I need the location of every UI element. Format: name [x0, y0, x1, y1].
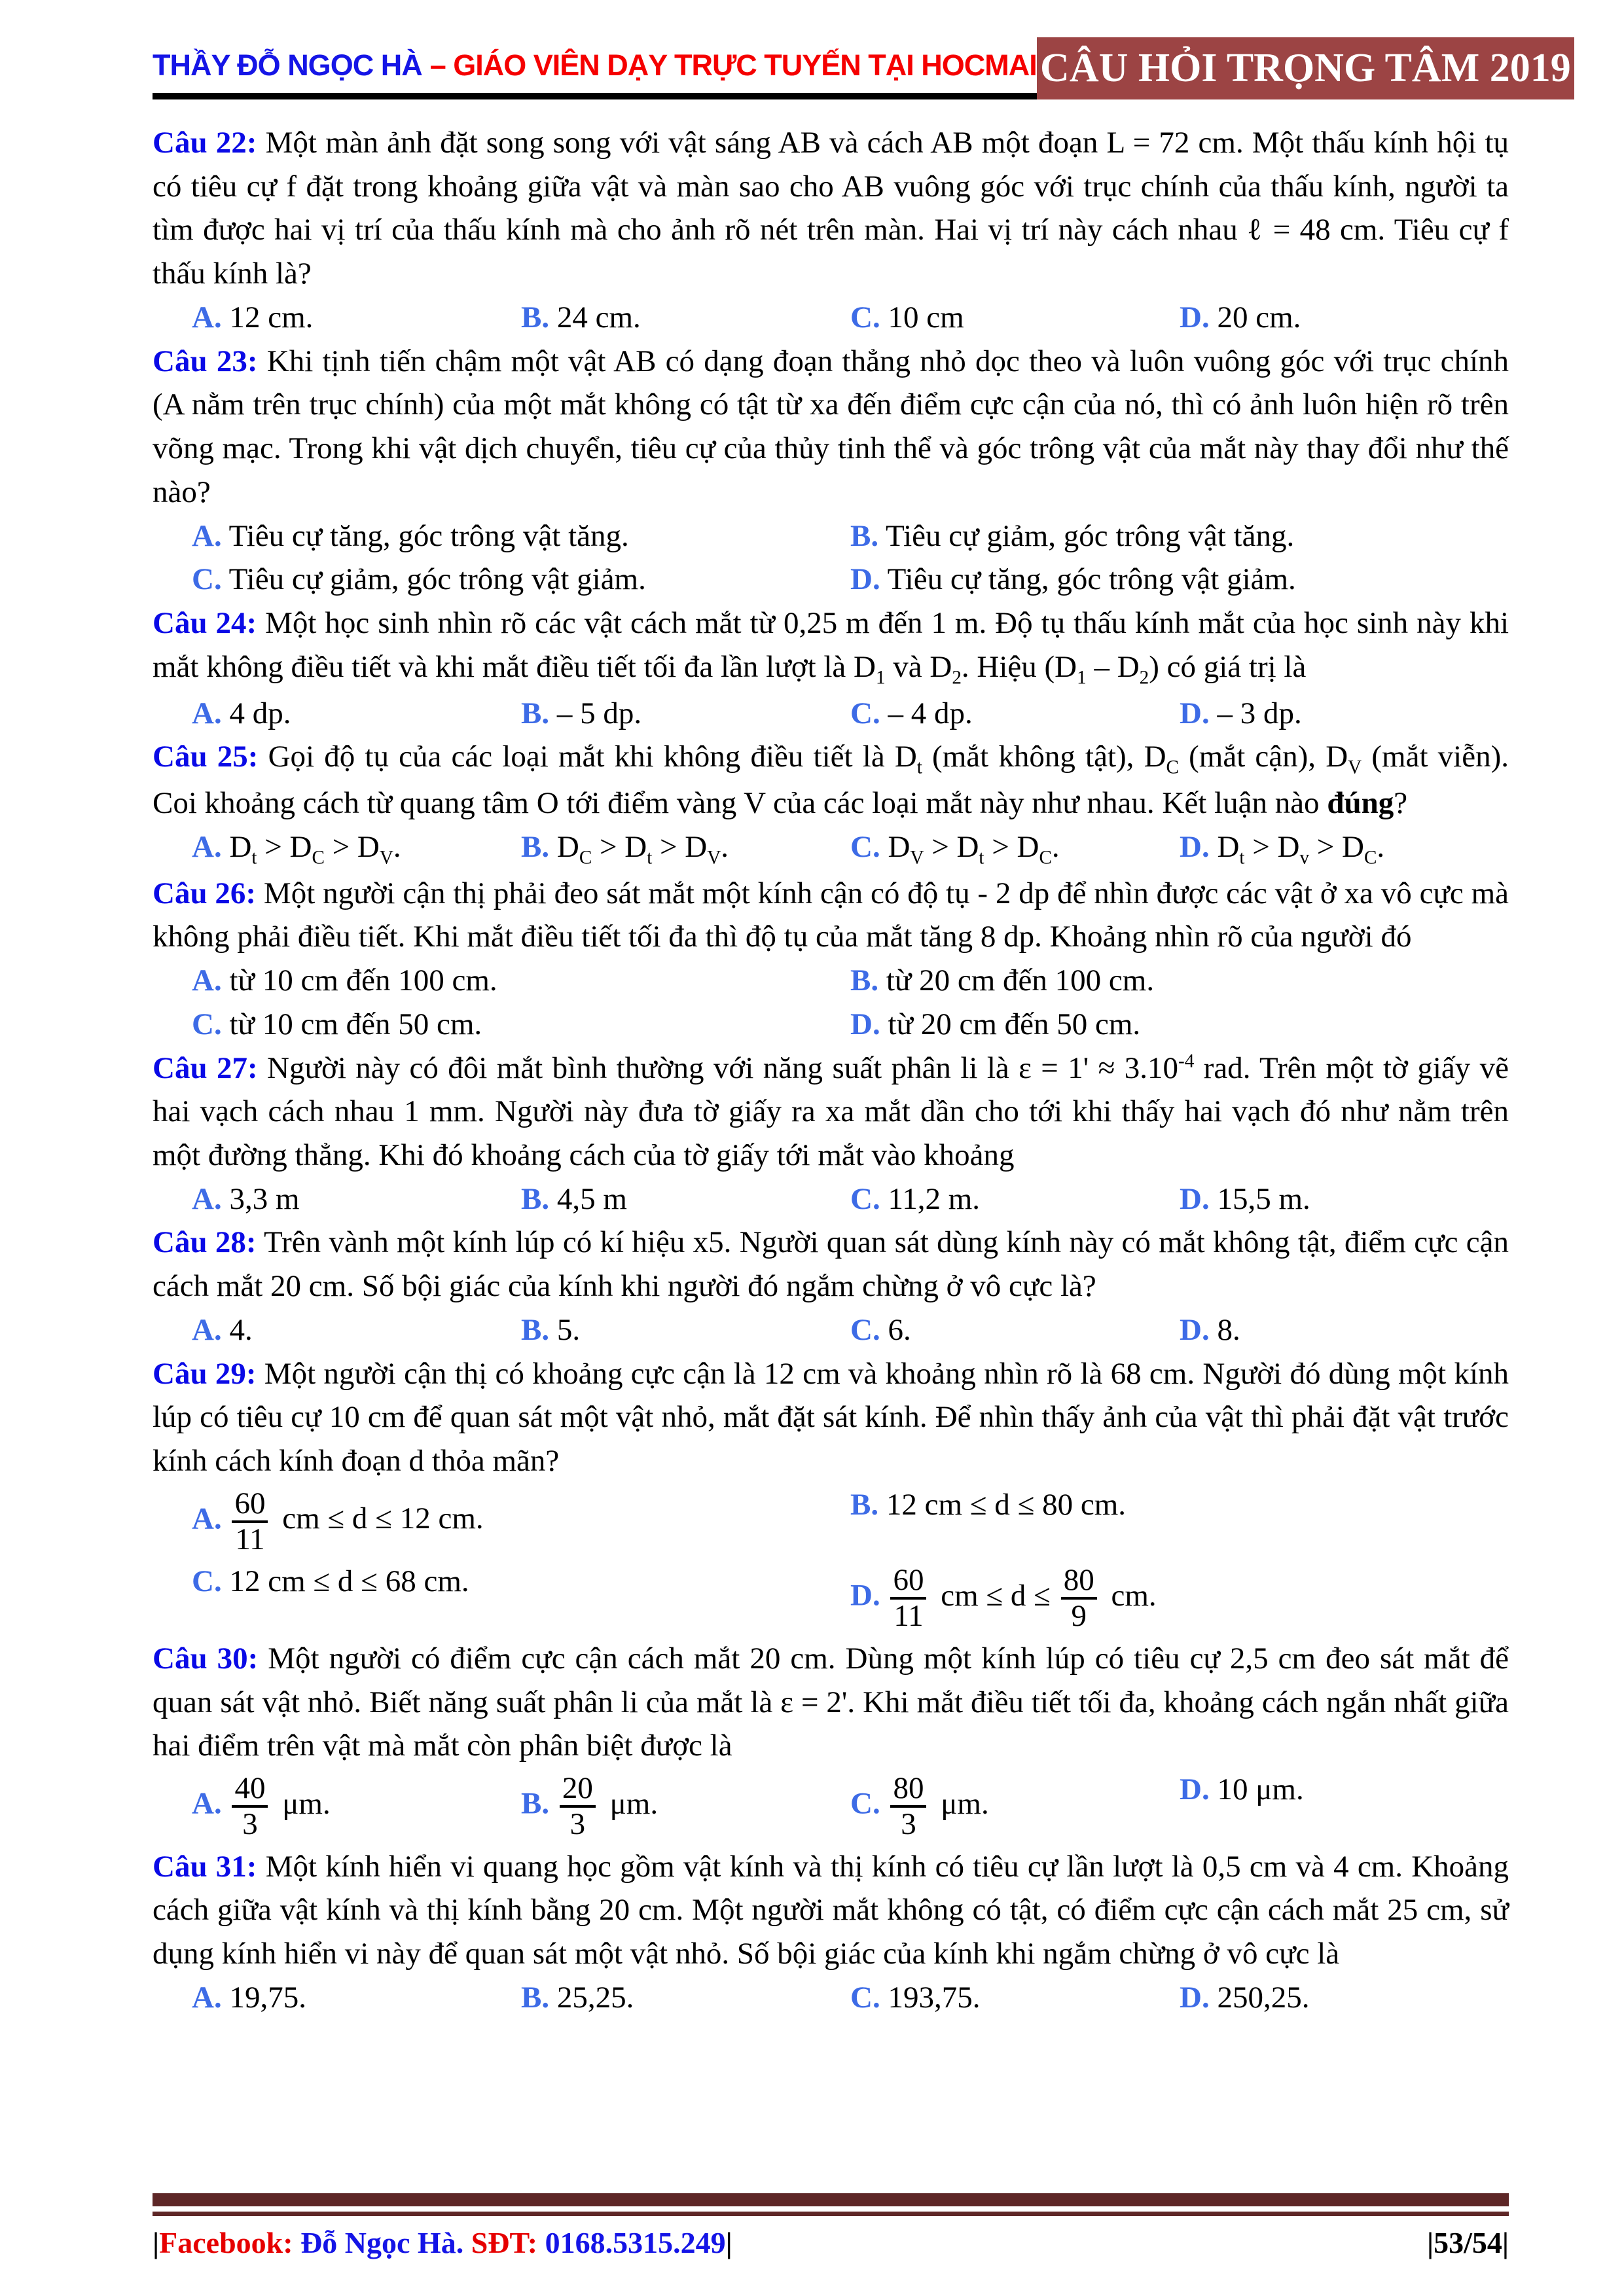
question-number: Câu 23:: [153, 344, 258, 378]
option-letter: C.: [850, 829, 880, 864]
option-text: 193,75.: [888, 1980, 981, 2015]
option-text: – 4 dp.: [888, 696, 973, 730]
option-text: – 5 dp.: [556, 696, 642, 730]
footer-divider-thick: [153, 2193, 1509, 2206]
option-c: [192, 1560, 850, 1637]
answer-options: [153, 1308, 1509, 1352]
option-letter: B.: [521, 1312, 550, 1347]
footer-divider-thin: [153, 2212, 1509, 2216]
option-c: [850, 1768, 1180, 1845]
option-text: 6.: [888, 1312, 911, 1347]
option-b: [521, 825, 850, 872]
option-text: 20 cm.: [1217, 300, 1301, 334]
option-b: [850, 959, 1509, 1003]
option-letter: C.: [850, 1786, 880, 1821]
option-text: $\frac{60}{11}$ cm ≤ d ≤ 12 cm.: [229, 1501, 483, 1535]
question-statement: Khi tịnh tiến chậm một vật AB có dạng đoạn thẳng nhỏ dọc theo và luôn vuông góc với trục chính (A nằm trên trục chính) của một mắt không có tật từ xa đến điểm cực cận của nó, thì có ảnh luôn hiện rõ trên võng mạc. Trong khi vật dịch chuyển, tiêu cự của thủy tinh thể và góc trông vật của mắt này thay đổi như thế nào?: [153, 344, 1509, 509]
option-d: [1180, 692, 1509, 736]
question-number: Câu 27:: [153, 1050, 258, 1085]
option-letter: A.: [192, 696, 222, 730]
option-letter: B.: [521, 1181, 550, 1216]
page-content: [153, 37, 1574, 2020]
option-b: [521, 1308, 850, 1352]
page-header: [153, 37, 1574, 99]
option-letter: D.: [1180, 1181, 1210, 1216]
option-text: từ 20 cm đến 50 cm.: [888, 1007, 1141, 1041]
page-number: |53/54|: [1426, 2226, 1509, 2259]
option-letter: A.: [192, 1980, 222, 2015]
question-statement: Một kính hiển vi quang học gồm vật kính và thị kính có tiêu cự lần lượt là 0,5 cm và 4 cm. Khoảng cách giữa vật kính và thị kính bằng 20 cm. Một người mắt không có tật, có điểm cực cận cách mắt 25 cm, sử dụng kính hiển vi này để quan sát một vật nhỏ. Số bội giác của kính khi ngắm chừng ở vô cực là: [153, 1849, 1509, 1971]
question-paragraph: [153, 340, 1509, 514]
question-number: Câu 24:: [153, 606, 257, 641]
option-letter: D.: [850, 1578, 880, 1613]
question-number: Câu 31:: [153, 1849, 257, 1884]
option-text: 10 μm.: [1217, 1772, 1304, 1807]
option-b: [521, 1768, 850, 1845]
option-letter: A.: [192, 1786, 222, 1821]
option-b: [850, 514, 1509, 558]
option-letter: D.: [1180, 1772, 1210, 1807]
option-text: $\frac{40}{3}$ μm.: [229, 1787, 330, 1821]
question-26: [153, 872, 1509, 1047]
question-statement: Một người có điểm cực cận cách mắt 20 cm. Dùng một kính lúp có tiêu cự 2,5 cm đeo sát mắt để quan sát vật nhỏ. Biết năng suất phân li của mắt là ε = 2'. Khi mắt điều tiết tối đa, khoảng cách ngắn nhất giữa hai điểm trên vật mà mắt còn phân biệt được là: [153, 1641, 1509, 1763]
option-a: [192, 1177, 521, 1221]
option-text: Tiêu cự giảm, góc trông vật tăng.: [886, 518, 1295, 553]
option-d: [850, 558, 1509, 601]
option-letter: B.: [850, 963, 879, 998]
option-a: [192, 692, 521, 736]
option-letter: D.: [850, 1007, 880, 1041]
option-c: [850, 825, 1180, 872]
question-paragraph: [153, 1845, 1509, 1976]
option-letter: A.: [192, 1181, 222, 1216]
question-number: Câu 26:: [153, 876, 257, 910]
option-letter: A.: [192, 1501, 222, 1536]
option-a: [192, 1976, 521, 2020]
question-number: Câu 22:: [153, 126, 257, 160]
option-letter: B.: [521, 1786, 550, 1821]
answer-options: [153, 1177, 1509, 1221]
question-statement: Trên vành một kính lúp có kí hiệu x5. Người quan sát dùng kính này có mắt không tật, điểm cực cận cách mắt 20 cm. Số bội giác của kính khi người đó ngắm chừng ở vô cực là?: [153, 1225, 1509, 1304]
option-c: [850, 1177, 1180, 1221]
header-teacher-line: [153, 37, 1037, 99]
answer-options: [153, 1976, 1509, 2020]
question-statement: Người này có đôi mắt bình thường với năng suất phân li là $\varepsilon = 1' \approx 3.10^{-4}$ rad. Trên một tờ giấy vẽ hai vạch cách nhau 1 mm. Người này đưa tờ giấy ra xa mắt dần cho tới khi thấy hai vạch đó như nằm trên một đường thẳng. Khi đó khoảng cách của tờ giấy tới mắt vào khoảng: [153, 1050, 1509, 1172]
option-letter: B.: [521, 829, 550, 864]
option-letter: D.: [1180, 300, 1210, 334]
option-text: từ 10 cm đến 100 cm.: [229, 963, 497, 998]
facebook-label: Facebook:: [159, 2226, 293, 2259]
question-number: Câu 28:: [153, 1225, 257, 1260]
answer-options: [153, 296, 1509, 340]
question-30: [153, 1637, 1509, 1845]
teacher-role: – GIÁO VIÊN DẠY TRỰC TUYẾN TẠI HOCMAI: [429, 48, 1037, 82]
option-a: [192, 1768, 521, 1845]
facebook-name: Đỗ Ngọc Hà.: [293, 2226, 471, 2259]
answer-options: [153, 825, 1509, 872]
footer-text-row: [153, 2225, 1509, 2260]
question-statement: Gọi độ tụ của các loại mắt khi không điều tiết là $D_t$ (mắt không tật), $D_C$ (mắt cận), $D_V$ (mắt viễn). Coi khoảng cách từ quang tâm O tới điểm vàng V của các loại mắt này như nhau. Kết luận nào đúng?: [153, 740, 1509, 821]
option-text: 12 cm ≤ d ≤ 68 cm.: [229, 1564, 469, 1599]
option-text: $\frac{60}{11}$ cm ≤ d ≤ $\frac{80}{9}$ cm.: [888, 1579, 1156, 1613]
question-number: Câu 25:: [153, 740, 259, 774]
question-22: [153, 121, 1509, 340]
option-letter: B.: [521, 696, 550, 730]
answer-options: [153, 1768, 1509, 1845]
question-statement: Một học sinh nhìn rõ các vật cách mắt từ 0,25 m đến 1 m. Độ tụ thấu kính mắt của học sinh này khi mắt không điều tiết và khi mắt điều tiết tối đa lần lượt là $D_1$ và $D_2$. Hiệu $(D_1 - D_2)$ có giá trị là: [153, 606, 1509, 689]
option-letter: A.: [192, 300, 222, 334]
phone-label: SĐT:: [471, 2226, 538, 2259]
option-c: [850, 1308, 1180, 1352]
option-letter: C.: [192, 1007, 222, 1041]
option-letter: C.: [192, 1564, 222, 1599]
option-text: – 3 dp.: [1217, 696, 1302, 730]
option-text: $D_t > D_C > D_V$.: [229, 829, 401, 869]
option-text: 3,3 m: [229, 1181, 300, 1216]
option-text: 15,5 m.: [1217, 1181, 1310, 1216]
option-letter: C.: [192, 562, 222, 597]
answer-options: [153, 514, 1509, 601]
option-c: [192, 558, 850, 601]
option-text: 10 cm: [888, 300, 964, 334]
option-c: [192, 1003, 850, 1047]
option-text: 12 cm.: [229, 300, 314, 334]
option-c: [850, 692, 1180, 736]
option-letter: B.: [850, 1487, 879, 1522]
option-text: $\frac{20}{3}$ μm.: [557, 1787, 658, 1821]
option-letter: D.: [1180, 1312, 1210, 1347]
option-letter: A.: [192, 829, 222, 864]
option-letter: D.: [1180, 696, 1210, 730]
option-text: $\frac{80}{3}$ μm.: [888, 1787, 988, 1821]
option-text: 24 cm.: [556, 300, 641, 334]
question-28: [153, 1221, 1509, 1352]
question-29: [153, 1352, 1509, 1637]
option-a: [192, 1483, 850, 1560]
page-footer: [153, 2193, 1509, 2260]
answer-options: [153, 959, 1509, 1046]
footer-contact: [153, 2225, 732, 2260]
option-text: 4.: [229, 1312, 253, 1347]
option-text: 250,25.: [1217, 1980, 1310, 2015]
option-b: [521, 296, 850, 340]
question-paragraph: [153, 1221, 1509, 1308]
question-statement: Một màn ảnh đặt song song với vật sáng AB và cách AB một đoạn L = 72 cm. Một thấu kính hội tụ có tiêu cự f đặt trong khoảng giữa vật và màn sao cho AB vuông góc với trục chính của thấu kính, người ta tìm được hai vị trí của thấu kính mà cho ảnh rõ nét trên màn. Hai vị trí này cách nhau ℓ = 48 cm. Tiêu cự f thấu kính là?: [153, 126, 1509, 291]
option-letter: D.: [850, 562, 880, 597]
option-d: [850, 1560, 1509, 1637]
option-b: [521, 1177, 850, 1221]
option-letter: D.: [1180, 829, 1210, 864]
question-25: [153, 735, 1509, 871]
option-text: 4 dp.: [229, 696, 291, 730]
questions-list: [153, 121, 1509, 2020]
question-paragraph: [153, 1637, 1509, 1768]
question-27: [153, 1047, 1509, 1221]
option-text: từ 10 cm đến 50 cm.: [229, 1007, 482, 1041]
option-c: [850, 296, 1180, 340]
option-letter: B.: [521, 1980, 550, 2015]
question-paragraph: [153, 601, 1509, 692]
option-d: [1180, 1976, 1509, 2020]
question-paragraph: [153, 1352, 1509, 1483]
question-number: Câu 29:: [153, 1356, 257, 1391]
option-letter: C.: [850, 1181, 880, 1216]
option-letter: C.: [850, 1312, 880, 1347]
document-title-badge: CÂU HỎI TRỌNG TÂM 2019: [1037, 37, 1574, 99]
option-d: [850, 1003, 1509, 1047]
option-text: Tiêu cự giảm, góc trông vật giảm.: [228, 562, 646, 597]
option-letter: A.: [192, 518, 222, 553]
option-a: [192, 514, 850, 558]
option-letter: C.: [850, 1980, 880, 2015]
question-paragraph: [153, 1047, 1509, 1177]
option-text: 19,75.: [229, 1980, 306, 2015]
teacher-name: THẦY ĐỖ NGỌC HÀ: [153, 48, 422, 82]
option-letter: D.: [1180, 1980, 1210, 2015]
option-letter: B.: [850, 518, 879, 553]
option-text: $D_t > D_v > D_C$.: [1217, 829, 1385, 869]
pipe: |: [725, 2226, 732, 2259]
option-d: [1180, 1308, 1509, 1352]
option-text: 12 cm ≤ d ≤ 80 cm.: [886, 1487, 1127, 1522]
option-text: $D_C > D_t > D_V$.: [556, 829, 729, 869]
option-text: Tiêu cự tăng, góc trông vật tăng.: [228, 518, 629, 553]
option-b: [521, 1976, 850, 2020]
option-a: [192, 825, 521, 872]
question-paragraph: [153, 121, 1509, 296]
question-24: [153, 601, 1509, 735]
option-letter: A.: [192, 1312, 222, 1347]
pipe: |: [153, 2226, 160, 2259]
option-letter: C.: [850, 696, 880, 730]
option-text: 5.: [556, 1312, 581, 1347]
option-text: 25,25.: [556, 1980, 634, 2015]
question-23: [153, 340, 1509, 601]
option-d: [1180, 825, 1509, 872]
option-text: từ 20 cm đến 100 cm.: [886, 963, 1155, 998]
option-c: [850, 1976, 1180, 2020]
question-paragraph: [153, 735, 1509, 825]
question-statement: Một người cận thị có khoảng cực cận là 12 cm và khoảng nhìn rõ là 68 cm. Người đó dùng một kính lúp có tiêu cự 10 cm để quan sát một vật nhỏ, mắt đặt sát kính. Để nhìn thấy ảnh của vật thì phải đặt vật trước kính cách kính đoạn d thỏa mãn?: [153, 1356, 1509, 1479]
option-a: [192, 296, 521, 340]
option-b: [850, 1483, 1509, 1560]
answer-options: [153, 1483, 1509, 1637]
option-a: [192, 1308, 521, 1352]
option-d: [1180, 296, 1509, 340]
option-text: Tiêu cự tăng, góc trông vật giảm.: [887, 562, 1296, 597]
option-a: [192, 959, 850, 1003]
option-text: 11,2 m.: [888, 1181, 981, 1216]
option-d: [1180, 1768, 1509, 1845]
option-letter: C.: [850, 300, 880, 334]
question-31: [153, 1845, 1509, 2020]
question-number: Câu 30:: [153, 1641, 259, 1676]
question-paragraph: [153, 872, 1509, 959]
phone-number: 0168.5315.249: [537, 2226, 726, 2259]
option-text: 8.: [1217, 1312, 1240, 1347]
option-letter: B.: [521, 300, 550, 334]
option-text: $D_V > D_t > D_C$.: [888, 829, 1060, 869]
answer-options: [153, 692, 1509, 736]
option-text: 4,5 m: [556, 1181, 627, 1216]
option-letter: A.: [192, 963, 222, 998]
option-b: [521, 692, 850, 736]
option-d: [1180, 1177, 1509, 1221]
question-statement: Một người cận thị phải đeo sát mắt một kính cận có độ tụ - 2 dp để nhìn được các vật ở xa vô cực mà không phải điều tiết. Khi mắt điều tiết tối đa thì độ tụ của mắt tăng 8 dp. Khoảng nhìn rõ của người đó: [153, 876, 1509, 954]
